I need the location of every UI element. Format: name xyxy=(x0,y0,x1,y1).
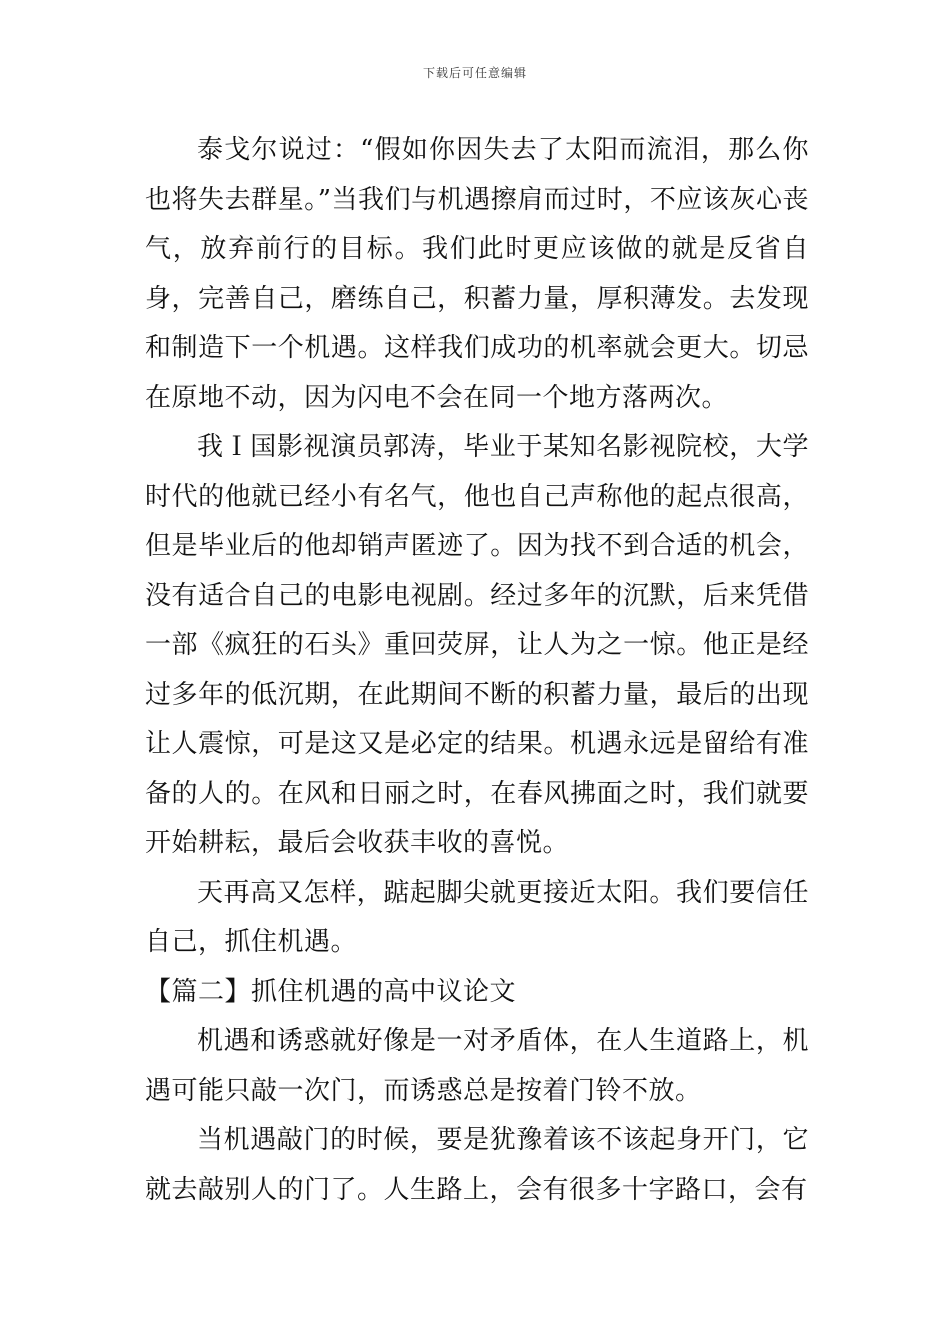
page-header: 下载后可任意编辑 xyxy=(422,66,527,80)
paragraph-guo-tao: 我Ｉ国影视演员郭涛，毕业于某知名影视院校，大学时代的他就已经小有名气，他也自己声称他的起点很高，但是毕业后的他却销声匿迹了。因为找不到合适的机会，没有适合自己的电影电视剧。经过多年的沉默，后来凭借一部《疯狂的石头》重回荧屏，让人为之一惊。他正是经过多年的低沉期，在此期间不断的积蓄力量，最后的出现让人震惊，可是这又是必定的结果。机遇永远是留给有准备的人的。在风和日丽之时，在春风拂面之时，我们就要开始耕耘，最后会收获丰收的喜悦。 xyxy=(145,432,809,858)
paragraph-opportunity-temptation: 机遇和诱惑就好像是一对矛盾体，在人生道路上，机遇可能只敲一次门，而诱惑总是按着门铃不放。 xyxy=(145,1026,809,1106)
paragraph-closing: 天再高又怎样，踮起脚尖就更接近太阳。我们要信任自己，抓住机遇。 xyxy=(145,877,809,957)
section-title: 【篇二】抓住机遇的高中议论文 xyxy=(145,976,517,1007)
paragraph-tagore-quote: 泰戈尔说过：“假如你因失去了太阳而流泪，那么你也将失去群星。”当我们与机遇擦肩而过时，不应该灰心丧气，放弃前行的目标。我们此时更应该做的就是反省自身，完善自己，磨练自己，积蓄力量，厚积薄发。去发现和制造下一个机遇。这样我们成功的机率就会更大。切忌在原地不动，因为闪电不会在同一个地方落两次。 xyxy=(145,135,809,413)
paragraph-knocking-door: 当机遇敲门的时候，要是犹豫着该不该起身开门，它就去敲别人的门了。人生路上，会有很多十字路口，会有 xyxy=(145,1125,809,1205)
document-body xyxy=(145,126,809,1215)
